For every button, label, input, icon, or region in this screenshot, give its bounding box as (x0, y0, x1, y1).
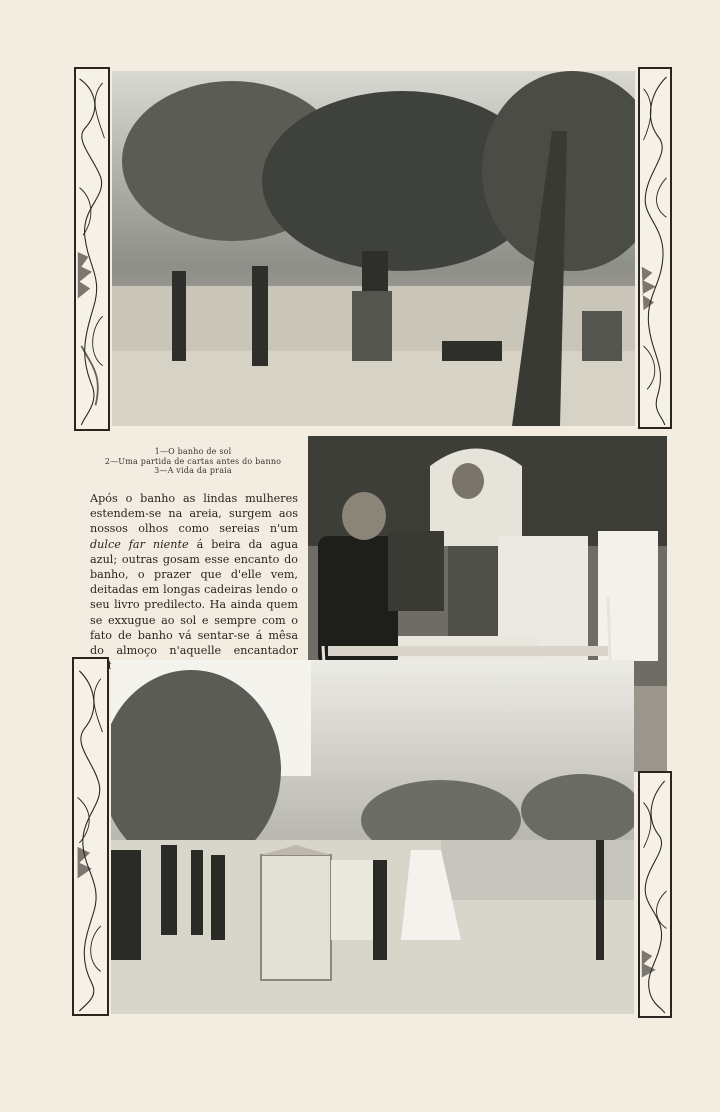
article-paragraph (90, 491, 298, 673)
photo-captions (88, 447, 298, 476)
caption-3: 3—A vida da praia (154, 466, 232, 475)
article-italic-phrase: dulce far niente (90, 537, 189, 551)
decorative-border-left-top (74, 67, 110, 431)
decorative-border-right-bottom (638, 771, 672, 1018)
wave-ornament-icon (76, 69, 108, 429)
article-text-end: á beira da agua azul; outras gosam esse encanto do banho, o prazer que d'elle vem, deitadas em longas cadeiras lendo o seu livro predilecto. Ha ainda quem se exxugue ao sol e sempre com o fato de banho vá sentar-se á mêsa do almoço n'aquelle encantador (90, 537, 299, 658)
wave-ornament-icon (74, 659, 107, 1014)
photo-beach-life (111, 660, 634, 1014)
decorative-border-right-top (638, 67, 672, 429)
photo-beach-life-icon (111, 660, 634, 1014)
wave-ornament-icon (640, 69, 670, 427)
photo-sunbathing-beach-icon (112, 71, 635, 426)
caption-1: 1—O banho de sol (154, 447, 232, 456)
article-text-start: Após o banho as lindas mulheres estendem-se na areia, surgem aos nossos olhos como sereias n'um (90, 492, 298, 536)
decorative-border-left-bottom (72, 657, 109, 1016)
wave-ornament-icon (640, 773, 670, 1016)
photo-sunbathing (112, 71, 635, 426)
caption-2: 2—Uma partida de cartas antes do banno (104, 456, 282, 466)
